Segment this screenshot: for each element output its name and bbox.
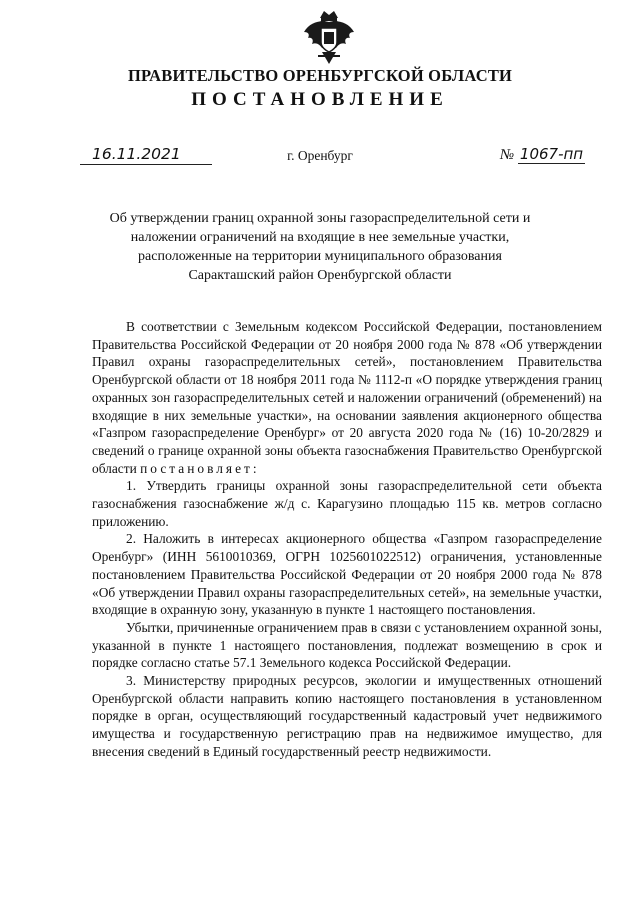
government-title: ПРАВИТЕЛЬСТВО ОРЕНБУРГСКОЙ ОБЛАСТИ [127,66,513,85]
body-paragraph: Убытки, причиненные ограничением прав в связи с установлением охранной зоны, указанной в пункте 1 настоящего постановления, подлежат возмещению в срок и порядке согласно статье 57.1 Земельного кодекса Российской Федерации. [92,619,602,671]
body-paragraph: 3. Министерству природных ресурсов, экологии и имущественных отношений Оренбургской области направить копию настоящего постановления в установленном порядке в орган, осуществляющий государственный кадастровый учет недвижимого имущества и государственную регистрацию прав на недвижимое имущество, для внесения сведений в Единый государственный реестр недвижимости. [92,673,602,759]
document-subject [60,209,580,285]
document-date: 16.11.2021 [80,144,212,165]
subject-line: наложении ограничений на входящие в нее земельные участки, [130,230,510,245]
document-number [500,144,590,165]
subject-line: Саракташский район Оренбургской области [188,268,452,283]
coat-of-arms-icon [300,8,358,68]
subject-line: расположенные на территории муниципального образования [138,249,502,264]
document-city: г. Оренбург [287,148,353,163]
number-value: 1067-пп [519,145,584,163]
preamble-text: В соответствии с Земельным кодексом Российской Федерации, постановлением Правительства Российской Федерации от 20 ноября 2000 года № 878 «Об утверждении Правил охраны газораспределительных сетей», постановлением Правительства Оренбургской области от 18 ноября 2011 года № 1112-п «О порядке утверждения границ охранных зон газораспределительных сетей и наложении ограничений (обременений) на входящие в них земельные участки», на основании заявления акционерного общества «Газпром газораспределение Оренбург» от 20 августа 2020 года № (16) 10-20/2829 и сведений о границе охранной зоны объекта газоснабжения Правительство Оренбургской области [92,319,602,476]
document-meta [0,144,640,170]
document-body [92,318,602,761]
subject-line: Об утверждении границ охранной зоны газораспределительной сети и [109,211,531,226]
body-paragraph [92,318,602,477]
document-type: ПОСТАНОВЛЕНИЕ [191,89,449,110]
number-label: № [500,147,515,163]
body-paragraph: 2. Наложить в интересах акционерного общества «Газпром газораспределение Оренбург» (ИНН 5610010369, ОГРН 1025601022512) ограничения, установленные постановлением Правительства Российской Федерации от 20 ноября 2000 года № 878 «Об утверждении Правил охраны газораспределительных сетей», на земельные участки, входящие в охранную зону, указанную в пункте 1 настоящего постановления. [92,531,602,618]
body-paragraph: 1. Утвердить границы охранной зоны газораспределительной сети объекта газоснабжения газоснабжение ж/д с. Карагузино площадью 115 кв. метров согласно приложению. [92,478,602,529]
decree-word: постановляет: [140,460,260,476]
